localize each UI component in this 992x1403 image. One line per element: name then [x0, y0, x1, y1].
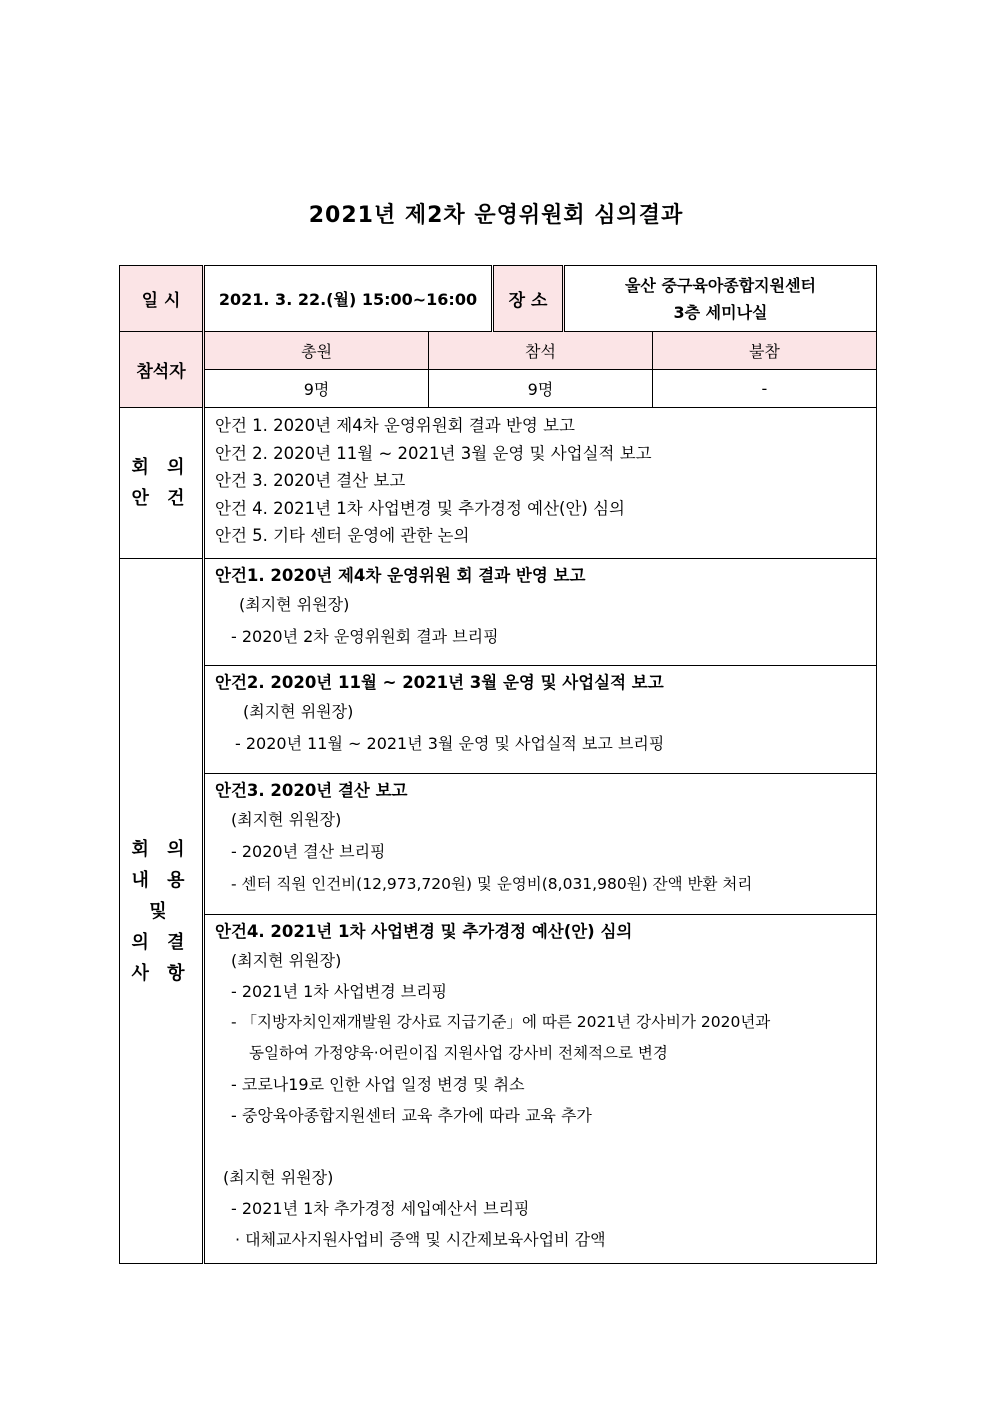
agenda-label: 회 의 안 건 — [120, 408, 204, 559]
section-speaker: (최지현 위원장) — [223, 1168, 334, 1187]
agenda-item: 안건 4. 2021년 1차 사업변경 및 추가경정 예산(안) 심의 — [215, 498, 625, 518]
attendees-header-present: 참석 — [429, 332, 653, 370]
agenda-item: 안건 5. 기타 센터 운영에 관한 논의 — [215, 526, 470, 545]
result-section-3 — [205, 774, 876, 915]
section-line: · 대체교사지원사업비 증액 및 시간제보육사업비 감액 — [235, 1230, 606, 1249]
section-title: 안건2. 2020년 11월 ~ 2021년 3월 운영 및 사업실적 보고 — [215, 673, 664, 692]
attendees-cell — [204, 332, 877, 408]
datetime-value: 2021. 3. 22.(월) 15:00~16:00 — [204, 266, 493, 332]
result-section-1 — [205, 559, 876, 666]
result-section-4 — [205, 915, 876, 1263]
section-line: - 코로나19로 인한 사업 일정 변경 및 취소 — [231, 1075, 525, 1094]
place-line1: 울산 중구육아종합지원센터 — [624, 275, 817, 295]
section-speaker: (최지현 위원장) — [239, 595, 350, 614]
section-line: - 2020년 결산 브리핑 — [231, 842, 386, 861]
results-content — [204, 559, 877, 1264]
section-title: 안건3. 2020년 결산 보고 — [215, 781, 408, 800]
attendees-label: 참석자 — [120, 332, 204, 408]
section-line: - 2020년 11월 ~ 2021년 3월 운영 및 사업실적 보고 브리핑 — [235, 734, 665, 753]
section-line: - 2021년 1차 사업변경 브리핑 — [231, 982, 448, 1001]
attendees-value-total: 9명 — [205, 370, 429, 408]
minutes-table — [119, 265, 877, 1264]
section-title: 안건4. 2021년 1차 사업변경 및 추가경정 예산(안) 심의 — [215, 922, 633, 941]
section-line: - 중앙육아종합지원센터 교육 추가에 따라 교육 추가 — [231, 1106, 592, 1125]
attendees-value-present: 9명 — [429, 370, 653, 408]
section-line: - 「지방자치인재개발원 강사료 지급기준」에 따른 2021년 강사비가 2020년과 — [231, 1013, 771, 1031]
agenda-list — [204, 408, 877, 559]
section-speaker: (최지현 위원장) — [243, 702, 354, 721]
results-label: 회 의 내 용 및 의 결 사 항 — [120, 559, 204, 1264]
datetime-label: 일 시 — [120, 266, 204, 332]
section-line: - 2020년 2차 운영위원회 결과 브리핑 — [231, 627, 499, 646]
agenda-item: 안건 3. 2020년 결산 보고 — [215, 471, 406, 490]
attendees-header-total: 총원 — [205, 332, 429, 370]
section-line: 동일하여 가정양육·어린이집 지원사업 강사비 전체적으로 변경 — [249, 1044, 668, 1062]
place-label: 장 소 — [493, 266, 564, 332]
attendees-table — [205, 332, 876, 407]
attendees-value-absent: - — [652, 370, 876, 408]
section-speaker: (최지현 위원장) — [231, 810, 342, 829]
place-line2: 3층 세미나실 — [673, 302, 768, 322]
section-line: - 센터 직원 인건비(12,973,720원) 및 운영비(8,031,980원) 잔액 반환 처리 — [231, 875, 753, 893]
place-value — [564, 266, 877, 332]
document-title: 2021년 제2차 운영위원회 심의결과 — [308, 203, 684, 228]
result-section-2 — [205, 666, 876, 774]
section-line: - 2021년 1차 추가경정 세입예산서 브리핑 — [231, 1199, 530, 1218]
agenda-item: 안건 2. 2020년 11월 ~ 2021년 3월 운영 및 사업실적 보고 — [215, 443, 652, 463]
section-speaker: (최지현 위원장) — [231, 951, 342, 970]
attendees-header-absent: 불참 — [652, 332, 876, 370]
section-title: 안건1. 2020년 제4차 운영위원 회 결과 반영 보고 — [215, 566, 586, 585]
agenda-item: 안건 1. 2020년 제4차 운영위원회 결과 반영 보고 — [215, 416, 575, 435]
